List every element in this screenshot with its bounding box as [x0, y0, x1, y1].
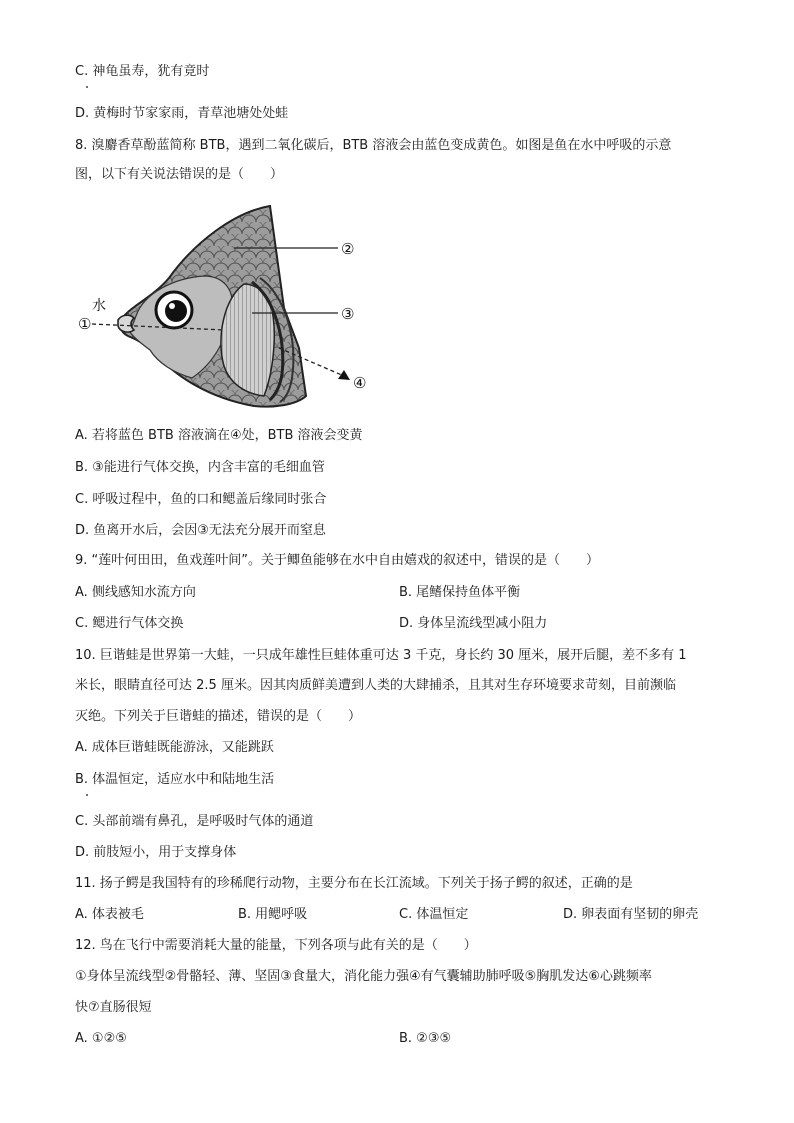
- q12-items-line2: 快⑦直肠很短: [75, 1000, 152, 1015]
- q12-option-b: B. ②③⑤: [399, 1031, 452, 1046]
- q8-option-a: A. 若将蓝色 BTB 溶液滴在④处，BTB 溶液会变黄: [75, 428, 363, 443]
- q8-option-b: B. ③能进行气体交换，内含丰富的毛细血管: [75, 460, 325, 475]
- q8-stem-line1: 8. 溴麝香草酚蓝简称 BTB，遇到二氧化碳后，BTB 溶液会由蓝色变成黄色。如图是鱼在水中呼吸的示意: [75, 138, 672, 153]
- q10-stem-line3: 灭绝。下列关于巨谐蛙的描述，错误的是（ ）: [75, 709, 362, 724]
- q10-option-b: B. 体温恒定，适应水中和陆地生活: [75, 772, 275, 787]
- label-water: 水: [92, 298, 106, 314]
- q10-option-d: D. 前肢短小，用于支撑身体: [75, 845, 237, 860]
- q9-option-d: D. 身体呈流线型减小阻力: [399, 616, 548, 631]
- q10-option-a: A. 成体巨谐蛙既能游泳，又能跳跃: [75, 740, 274, 755]
- label-2: ②: [341, 240, 355, 258]
- q9-stem: 9. “莲叶何田田，鱼戏莲叶间”。关于鲫鱼能够在水中自由嬉戏的叙述中，错误的是（ ）: [75, 553, 600, 568]
- q9-option-b: B. 尾鳍保持鱼体平衡: [399, 585, 521, 600]
- q11-option-d: D. 卵表面有坚韧的卵壳: [563, 907, 699, 922]
- q11-stem: 11. 扬子鳄是我国特有的珍稀爬行动物，主要分布在长江流域。下列关于扬子鳄的叙述，正确的是: [75, 876, 633, 891]
- q11-option-c: C. 体温恒定: [399, 907, 469, 922]
- q10-option-c: C. 头部前端有鼻孔，是呼吸时气体的通道: [75, 814, 314, 829]
- fish-mouth: [118, 315, 134, 332]
- q11-option-a: A. 体表被毛: [75, 907, 144, 922]
- q10-stem-line2: 米长，眼睛直径可达 2.5 厘米。因其肉质鲜美遭到人类的大肆捕杀，且其对生存环境要求苛刻，目前濒临: [75, 678, 676, 693]
- q7-option-c: C. 神龟虽寿，犹有竟时: [75, 64, 210, 79]
- fish-respiration-figure: [74, 198, 384, 413]
- q12-items-line1: ①身体呈流线型②骨骼轻、薄、坚固③食量大，消化能力强④有气囊辅助肺呼吸⑤胸肌发达⑥心跳频率: [75, 969, 652, 984]
- scan-dot: [86, 86, 88, 88]
- q8-option-c: C. 呼吸过程中，鱼的口和鳃盖后缘同时张合: [75, 492, 327, 507]
- q12-stem: 12. 鸟在飞行中需要消耗大量的能量，下列各项与此有关的是（ ）: [75, 938, 477, 953]
- label-4: ④: [353, 374, 367, 392]
- q12-option-a: A. ①②⑤: [75, 1031, 127, 1046]
- label-1: ①: [78, 315, 92, 333]
- label-3: ③: [341, 305, 355, 323]
- q10-stem-line1: 10. 巨谐蛙是世界第一大蛙，一只成年雄性巨蛙体重可达 3 千克，身长约 30 厘米，展开后腿，差不多有 1: [75, 648, 687, 663]
- q7-option-d: D. 黄梅时节家家雨，青草池塘处处蛙: [75, 106, 289, 121]
- q8-option-d: D. 鱼离开水后，会因③无法充分展开而窒息: [75, 523, 326, 538]
- q9-option-a: A. 侧线感知水流方向: [75, 585, 196, 600]
- q8-stem-line2: 图，以下有关说法错误的是（ ）: [75, 167, 284, 182]
- scan-dot: [86, 794, 88, 796]
- q9-option-c: C. 鳃进行气体交换: [75, 616, 184, 631]
- q11-option-b: B. 用鳃呼吸: [238, 907, 308, 922]
